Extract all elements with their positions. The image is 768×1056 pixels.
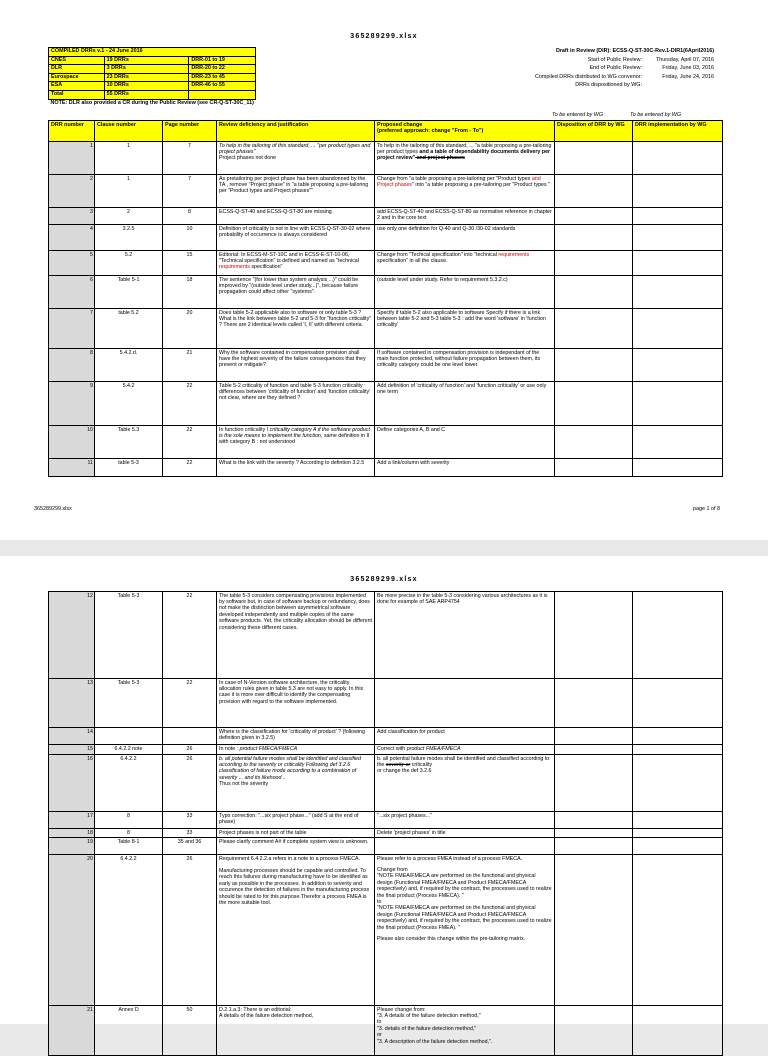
table-row xyxy=(49,459,723,477)
disposition-cell xyxy=(555,382,633,426)
table-row xyxy=(49,755,723,812)
drr-number: 16 xyxy=(49,755,95,812)
table-row xyxy=(49,745,723,755)
disposition-cell xyxy=(555,745,633,755)
implementation-cell xyxy=(633,349,723,382)
drr-number: 7 xyxy=(49,309,95,349)
page-number: 10 xyxy=(163,225,217,251)
table-row xyxy=(49,225,723,251)
proposed-change-text xyxy=(375,838,555,855)
proposed-change-text: Add definition of 'criticality of function' and 'function criticality' or use only one term xyxy=(375,382,555,426)
drr-number: 15 xyxy=(49,745,95,755)
implementation-cell xyxy=(633,309,723,349)
deficiency-text: Does table 5-2 applicable also to software or only table 5-3 ? What is the link between table 5-2 and 5-3 for "function criticality" ? There are 2 identical levels called 'I, II' with different criteria. xyxy=(217,309,375,349)
draft-title: Draft in Review (DIR): ECSS-Q-ST-30C-Rev.1-DIR1(6April2016) xyxy=(555,48,714,54)
table-row xyxy=(49,208,723,225)
table-row xyxy=(49,855,723,1006)
disposition-cell xyxy=(555,208,633,225)
deficiency-text: To help in the tailoring of this standard, ... "per product types and project phases" Project phases not done xyxy=(217,142,375,175)
page-2 xyxy=(0,556,768,1045)
implementation-cell xyxy=(633,829,723,838)
implementation-cell xyxy=(633,426,723,459)
clause-number: 6.4.2.2 xyxy=(95,855,163,1006)
page-number: 7 xyxy=(163,142,217,175)
proposed-change-text: Change from "Techical specification" into "technical requirements specification" in all the clause. xyxy=(375,251,555,276)
implementation-cell xyxy=(633,745,723,755)
disposition-cell xyxy=(555,1006,633,1056)
compiled-row: Eurospace 23 DRRs DRR-23 to 45 xyxy=(49,73,256,82)
proposed-change-text: Correct with product FMEA/FMECA xyxy=(375,745,555,755)
disposition-cell xyxy=(555,755,633,812)
wg-note-implementation: To be entered by WG xyxy=(630,112,682,118)
proposed-change-text: (outside level under study. Refer to requirement 5.3.2.c) xyxy=(375,276,555,309)
implementation-cell xyxy=(633,175,723,208)
draft-review-info xyxy=(535,47,714,90)
page-number: 26 xyxy=(163,855,217,1006)
disposition-cell xyxy=(555,459,633,477)
implementation-cell xyxy=(633,225,723,251)
deficiency-text: Project phases is not part of the table xyxy=(217,829,375,838)
clause-number: 8 xyxy=(95,829,163,838)
clause-number: 3.2.5 xyxy=(95,225,163,251)
drr-number: 11 xyxy=(49,459,95,477)
disposition-cell xyxy=(555,426,633,459)
disposition-cell xyxy=(555,728,633,745)
deficiency-text: D.2.1.a.3: There is an editorial: A details of the failure detection method, xyxy=(217,1006,375,1056)
proposed-change-text: Change from "a table proposing a pre-tailoring per "Product types and Project phases" into "a table proposing a pre-tailoring per "Product types " xyxy=(375,175,555,208)
proposed-change-text: Add classification for product xyxy=(375,728,555,745)
table-row xyxy=(49,1006,723,1056)
proposed-change-text: Define categories A, B and C xyxy=(375,426,555,459)
drr-number: 19 xyxy=(49,838,95,855)
table-row xyxy=(49,679,723,728)
clause-number: Annex D xyxy=(95,1006,163,1056)
implementation-cell xyxy=(633,459,723,477)
disposition-cell xyxy=(555,309,633,349)
wg-note-disposition: To be entered by WG xyxy=(552,112,604,118)
implementation-cell xyxy=(633,755,723,812)
implementation-cell xyxy=(633,728,723,745)
implementation-cell xyxy=(633,679,723,728)
drr-table-page-1 xyxy=(48,120,723,477)
table-row xyxy=(49,309,723,349)
deficiency-text: In function criticality I criticality category A if the software product is the sole means to implement the function, same definition in II with category B : not understood xyxy=(217,426,375,459)
disposition-cell xyxy=(555,855,633,1006)
header-implementation: DRR implementation by WG xyxy=(633,121,723,142)
page-number: 8 xyxy=(163,208,217,225)
table-row xyxy=(49,175,723,208)
deficiency-text: Requirement 6.4.2.2.a refers in a note to a process FMECA. Manufacturing processes should be capable and controlled. To reach this failures during manufacturing have to be identified as early as possible in the processes. In addition to severity and occurence the detection of failures in the manufacturing process should be rated to for this purpose.Therefor a process FMEA is the more suitable tool. xyxy=(217,855,375,1006)
drr-number: 18 xyxy=(49,829,95,838)
header-clause-number: Clause number xyxy=(95,121,163,142)
deficiency-text: Please clarify comment A# if complete system view is unknown. xyxy=(217,838,375,855)
clause-number: Table 5-3 xyxy=(95,592,163,679)
deficiency-text: Why the software contained in compensation provision shall have the highest severity of the failure consequences that they prevent or mitigate? xyxy=(217,349,375,382)
table-row xyxy=(49,728,723,745)
clause-number: 2 xyxy=(95,208,163,225)
clause-number: 8 xyxy=(95,812,163,829)
page-number: 22 xyxy=(163,426,217,459)
compiled-note: NOTE: DLR also provided a CR during the Public Review (see CR-Q-ST-30C_11) xyxy=(50,99,254,106)
clause-number: 6.4.2.2 note xyxy=(95,745,163,755)
proposed-change-text: Please refer to a process FMEA instead of a process FMECA. Change from "NOTE FMEA/FMECA are performed on the functional and physical design (Functional FMEA/FMECA and Product FMECA/FMECA respectively) and, if required by the contract, the processes used to realize the final product (Process FMECA). " to "NOTE FMEA/FMECA are performed on the functional and physical design (Functional FMEA/FMECA and Product FMECA/FMECA respectively) and, if required by the contract, the processes used to realize the final product (Process FMEA). " Please also consider this change within the pre-tailoring matrix. xyxy=(375,855,555,1006)
header-disposition: Disposition of DRR by WG xyxy=(555,121,633,142)
disposition-cell xyxy=(555,679,633,728)
implementation-cell xyxy=(633,855,723,1006)
page-number: 21 xyxy=(163,349,217,382)
page-number: 26 xyxy=(163,755,217,812)
proposed-change-text: add ECSS-Q-ST-40 and ECSS-Q-ST-80 as normative reference in chapter 2 and in the core text xyxy=(375,208,555,225)
clause-number: 5.4.2.d. xyxy=(95,349,163,382)
header-proposed-change: Proposed change (preferred approach: change "From - To") xyxy=(375,121,555,142)
page-number: 33 xyxy=(163,812,217,829)
disposition-cell xyxy=(555,829,633,838)
page-number: 50 xyxy=(163,1006,217,1056)
clause-number: 1 xyxy=(95,175,163,208)
clause-number: 5.4.2 xyxy=(95,382,163,426)
deficiency-text: Table 5-2 criticality of function and table 5-3 function criticality : differences between 'criticality of function' and 'function criticality' not clear, where are they defined ? xyxy=(217,382,375,426)
draft-label: Compiled DRRs distributed to WG convenor: xyxy=(535,73,642,80)
clause-number xyxy=(95,728,163,745)
compiled-row: Total 55 DRRs xyxy=(49,90,256,99)
deficiency-text: ECSS-Q-ST-40 and ECSS-Q-ST-80 are missing xyxy=(217,208,375,225)
deficiency-text: In note : product FMECA/FMECA xyxy=(217,745,375,755)
page-title: 365289299.xlsx xyxy=(350,33,418,40)
clause-number: table 5.2 xyxy=(95,309,163,349)
clause-number: 1 xyxy=(95,142,163,175)
page-number: 26 xyxy=(163,745,217,755)
proposed-change-text: To help in the tailoring of this standard, ... "a table proposing a pre-tailoring per product types and a table of dependability documents delivery per project review" and project phases xyxy=(375,142,555,175)
page-number: 7 xyxy=(163,175,217,208)
table-row xyxy=(49,592,723,679)
drr-number: 8 xyxy=(49,349,95,382)
page-number: 33 xyxy=(163,829,217,838)
page-number: 22 xyxy=(163,459,217,477)
drr-number: 4 xyxy=(49,225,95,251)
table-row xyxy=(49,426,723,459)
deficiency-text: The sentence "(for lower than system analysis ...)" could be improved by "(outside level under study...)", because failure propagation could affect other "systems". xyxy=(217,276,375,309)
clause-number: Table 5.3 xyxy=(95,426,163,459)
disposition-cell xyxy=(555,276,633,309)
deficiency-text: b. all potential failure modes shall be identified and classified according to the severity or criticality Following def 3.2.6 classification of failure mode according to a combination of severity ... and its likehood .. Thus not the severity xyxy=(217,755,375,812)
header-page-number: Page number xyxy=(163,121,217,142)
table-row xyxy=(49,142,723,175)
deficiency-text: What is the link with the severity ? According to defintion 3.2.5 xyxy=(217,459,375,477)
clause-number: 5.2 xyxy=(95,251,163,276)
page-title: 365289299.xlsx xyxy=(350,576,418,583)
draft-value: Friday, June 03, 2016 xyxy=(662,65,714,71)
drr-number: 1 xyxy=(49,142,95,175)
deficiency-text: Editorial: In ECSS-M-ST-10C and in ECSS-E-ST-10-06, "Technical specification" is defined and named as "technical requirements specification" xyxy=(217,251,375,276)
page-number: 35 and 36 xyxy=(163,838,217,855)
proposed-change-text: Specify if table 5-2 also applicable to software Specify if there is a link between table 5-2 and 5-3 table 5-3 : add the word 'software' in 'function criticality' xyxy=(375,309,555,349)
implementation-cell xyxy=(633,251,723,276)
compiled-title: COMPILED DRRs v.1 - 24 June 2016 xyxy=(49,48,256,57)
disposition-cell xyxy=(555,812,633,829)
page-number: 22 xyxy=(163,679,217,728)
table-row xyxy=(49,838,723,855)
drr-table-page-2 xyxy=(48,591,723,1056)
proposed-change-text: use only one definition for Q-40 and Q-30 /30-02 standards xyxy=(375,225,555,251)
implementation-cell xyxy=(633,812,723,829)
proposed-change-text: Add a link/column with severity xyxy=(375,459,555,477)
drr-number: 12 xyxy=(49,592,95,679)
disposition-cell xyxy=(555,142,633,175)
table-row xyxy=(49,276,723,309)
draft-label: DRRs dispositioned by WG: xyxy=(575,82,642,88)
clause-number: Table 5-1 xyxy=(95,276,163,309)
clause-number: Table 5-3 xyxy=(95,679,163,728)
deficiency-text: The table 5-3 considers compensating provisions implemented by software but, in case of software backup or redundancy, does not make the distinction between asymmetrical software developed independently and multiple copies of the same software products. Yet, the criticality allocation should be different considering these different cases. xyxy=(217,592,375,679)
implementation-cell xyxy=(633,1006,723,1056)
deficiency-text: In case of N-Version software architecture, the criticality allocation rules given in table 5.3 are not easy to apply. In this case it is more over difficult to identify the compensating provision with regard to the software implemented. xyxy=(217,679,375,728)
draft-label: Start of Public Review: xyxy=(587,56,642,63)
disposition-cell xyxy=(555,349,633,382)
clause-number: 6.4.2.2 xyxy=(95,755,163,812)
drr-number: 10 xyxy=(49,426,95,459)
draft-label: End of Public Review: xyxy=(589,65,642,71)
deficiency-text: Typo correction: "...six project phase..." (add S at the end of phase) xyxy=(217,812,375,829)
drr-number: 20 xyxy=(49,855,95,1006)
page-number: 22 xyxy=(163,592,217,679)
proposed-change-text xyxy=(375,679,555,728)
footer-page-number: page 1 of 8 xyxy=(693,506,720,512)
deficiency-text: Definition of criticality is not in line with ECSS-Q-ST-30-02 where probability of occurrence is always considered xyxy=(217,225,375,251)
proposed-change-text: If software contained in compensation provision is independant of the main function protected, without failure propagation between them, its criticality category could be one level lower. xyxy=(375,349,555,382)
proposed-change-text: b. all potential failure modes shall be identified and classified according to the severity or criticality or change the def 3.2.6 xyxy=(375,755,555,812)
page-number: 20 xyxy=(163,309,217,349)
proposed-change-text: Delete 'project phases' in title xyxy=(375,829,555,838)
deficiency-text: Where is the classification for 'criticality of product' ? (following definition given in 3.2.5) xyxy=(217,728,375,745)
compiled-row: ESA 10 DRRs DRR-46 to 55 xyxy=(49,82,256,91)
compiled-row: CNES 19 DRRs DRR-01 to 19 xyxy=(49,56,256,65)
drr-number: 13 xyxy=(49,679,95,728)
proposed-change-text: "...six project phases..." xyxy=(375,812,555,829)
table-row xyxy=(49,251,723,276)
implementation-cell xyxy=(633,142,723,175)
implementation-cell xyxy=(633,838,723,855)
table-row xyxy=(49,349,723,382)
page-number: 18 xyxy=(163,276,217,309)
disposition-cell xyxy=(555,175,633,208)
table-row xyxy=(49,382,723,426)
drr-number: 17 xyxy=(49,812,95,829)
drr-number: 14 xyxy=(49,728,95,745)
draft-value xyxy=(642,81,714,90)
page-number: 15 xyxy=(163,251,217,276)
drr-number: 5 xyxy=(49,251,95,276)
disposition-cell xyxy=(555,838,633,855)
implementation-cell xyxy=(633,382,723,426)
drr-number: 21 xyxy=(49,1006,95,1056)
disposition-cell xyxy=(555,225,633,251)
header-drr-number: DRR number xyxy=(49,121,95,142)
page-number xyxy=(163,728,217,745)
disposition-cell xyxy=(555,592,633,679)
proposed-change-text: Please change from: "3. A details of the failure detection method," to "3. details of the failure detection method," or "3. A description of the failure detection method,". xyxy=(375,1006,555,1056)
drr-number: 3 xyxy=(49,208,95,225)
drr-number: 2 xyxy=(49,175,95,208)
page-number: 22 xyxy=(163,382,217,426)
clause-number: table 5-3 xyxy=(95,459,163,477)
compiled-row: DLR 3 DRRs DRR-20 to 22 xyxy=(49,65,256,74)
implementation-cell xyxy=(633,208,723,225)
proposed-change-text: Be more precise in the table 5-3 considering various architectures as it is done for example of SAE ARP4754 xyxy=(375,592,555,679)
compiled-drrs-table xyxy=(48,47,256,107)
header-review-deficiency: Review deficiency and justification xyxy=(217,121,375,142)
draft-value: Friday, June 24, 2016 xyxy=(662,73,714,80)
table-row xyxy=(49,829,723,838)
clause-number: Table 8-1 xyxy=(95,838,163,855)
implementation-cell xyxy=(633,276,723,309)
table-row xyxy=(49,812,723,829)
deficiency-text: As pretailoring per project phase has been abandonned by the TA , remove "Project phase" in "a table proposing a pre-tailoring per "Product types and Project phases"" xyxy=(217,175,375,208)
implementation-cell xyxy=(633,592,723,679)
drr-number: 6 xyxy=(49,276,95,309)
disposition-cell xyxy=(555,251,633,276)
footer-file-name: 365289299.xlsx xyxy=(34,506,72,512)
drr-number: 9 xyxy=(49,382,95,426)
draft-value: Thursday, April 07, 2016 xyxy=(655,56,714,63)
